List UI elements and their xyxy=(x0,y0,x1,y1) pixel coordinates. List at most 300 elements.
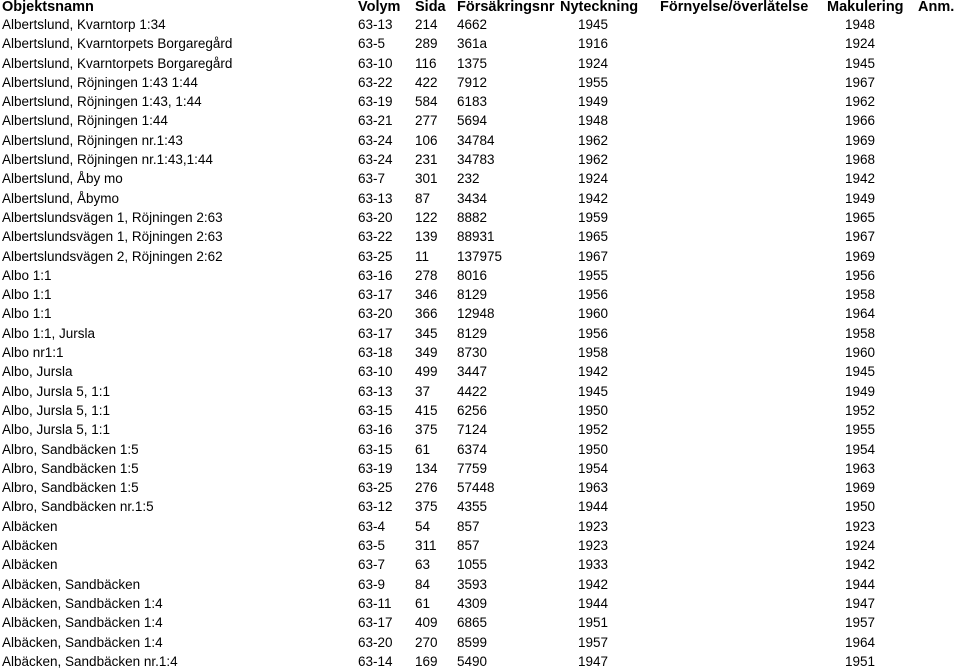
objektsnamn-cell: Albertslund, Åby mo xyxy=(2,171,123,187)
nyteckning-cell: 1944 xyxy=(578,499,609,515)
volym-cell: 63-17 xyxy=(358,615,393,631)
objektsnamn-cell: Albro, Sandbäcken 1:5 xyxy=(2,460,139,476)
table-row xyxy=(0,536,960,555)
makulering-cell: 1960 xyxy=(845,345,876,361)
table-row xyxy=(0,497,960,516)
forsakringsnr-cell: 232 xyxy=(457,171,480,187)
objektsnamn-cell: Albro, Sandbäcken 1:5 xyxy=(2,441,139,457)
volym-cell: 63-19 xyxy=(358,94,393,110)
nyteckning-cell: 1924 xyxy=(578,55,609,71)
makulering-cell: 1945 xyxy=(845,55,876,71)
table-row xyxy=(0,150,960,169)
sida-cell: 139 xyxy=(415,229,438,245)
objektsnamn-cell: Albertslund, Röjningen 1:43, 1:44 xyxy=(2,94,202,110)
volym-cell: 63-14 xyxy=(358,653,393,669)
anm-cell xyxy=(916,594,960,613)
table-header xyxy=(0,0,960,15)
nyteckning-cell: 1963 xyxy=(578,480,609,496)
makulering-cell: 1965 xyxy=(845,209,876,225)
makulering-cell: 1955 xyxy=(845,422,876,438)
objektsnamn-cell: Albro, Sandbäcken 1:5 xyxy=(2,480,139,496)
nyteckning-cell: 1945 xyxy=(578,383,609,399)
forsakringsnr-cell: 88931 xyxy=(457,229,495,245)
anm-cell xyxy=(916,420,960,439)
fornyelse-cell xyxy=(658,652,825,671)
table-row xyxy=(0,92,960,111)
forsakringsnr-cell: 8599 xyxy=(457,634,488,650)
nyteckning-cell: 1948 xyxy=(578,113,609,129)
makulering-cell: 1952 xyxy=(845,402,876,418)
volym-cell: 63-16 xyxy=(358,267,393,283)
nyteckning-cell: 1955 xyxy=(578,267,609,283)
forsakringsnr-cell: 5694 xyxy=(457,113,488,129)
forsakringsnr-cell: 8882 xyxy=(457,209,488,225)
makulering-cell: 1950 xyxy=(845,499,876,515)
forsakringsnr-cell: 857 xyxy=(457,518,480,534)
objektsnamn-cell: Albro, Sandbäcken nr.1:5 xyxy=(2,499,154,515)
anm-cell xyxy=(916,15,960,34)
sida-cell: 11 xyxy=(415,248,430,264)
nyteckning-cell: 1949 xyxy=(578,94,609,110)
makulering-cell: 1967 xyxy=(845,229,876,245)
objektsnamn-cell: Albäcken, Sandbäcken nr.1:4 xyxy=(2,653,178,669)
column-header-volym: Volym xyxy=(358,0,401,15)
table-row xyxy=(0,555,960,574)
forsakringsnr-cell: 6256 xyxy=(457,402,488,418)
table-row xyxy=(0,478,960,497)
nyteckning-cell: 1955 xyxy=(578,74,609,90)
volym-cell: 63-11 xyxy=(358,595,392,611)
nyteckning-cell: 1947 xyxy=(578,653,609,669)
anm-cell xyxy=(916,169,960,188)
table-row xyxy=(0,575,960,594)
nyteckning-cell: 1944 xyxy=(578,595,609,611)
forsakringsnr-cell: 4309 xyxy=(457,595,488,611)
makulering-cell: 1951 xyxy=(845,653,876,669)
volym-cell: 63-13 xyxy=(358,383,393,399)
table-row xyxy=(0,343,960,362)
anm-cell xyxy=(916,362,960,381)
volym-cell: 63-13 xyxy=(358,17,393,32)
objektsnamn-cell: Albo nr1:1 xyxy=(2,345,64,361)
anm-cell xyxy=(916,131,960,150)
objektsnamn-cell: Albo, Jursla 5, 1:1 xyxy=(2,422,111,438)
objektsnamn-cell: Albäcken xyxy=(2,518,58,534)
anm-cell xyxy=(916,401,960,420)
volym-cell: 63-22 xyxy=(358,74,393,90)
forsakringsnr-cell: 12948 xyxy=(457,306,495,322)
forsakringsnr-cell: 8016 xyxy=(457,267,488,283)
fornyelse-cell xyxy=(658,247,825,266)
fornyelse-cell xyxy=(658,131,825,150)
volym-cell: 63-13 xyxy=(358,190,393,206)
forsakringsnr-cell: 857 xyxy=(457,538,480,554)
table-row xyxy=(0,594,960,613)
nyteckning-cell: 1951 xyxy=(578,615,609,631)
sida-cell: 214 xyxy=(415,17,438,32)
sida-cell: 61 xyxy=(415,441,431,457)
objektsnamn-cell: Albäcken xyxy=(2,557,58,573)
table-row xyxy=(0,382,960,401)
anm-cell xyxy=(916,324,960,343)
table-row xyxy=(0,420,960,439)
sida-cell: 366 xyxy=(415,306,438,322)
volym-cell: 63-18 xyxy=(358,345,393,361)
sida-cell: 345 xyxy=(415,325,438,341)
column-header-nyteckning: Nyteckning xyxy=(560,0,639,15)
table-row xyxy=(0,633,960,652)
nyteckning-cell: 1957 xyxy=(578,634,609,650)
nyteckning-cell: 1923 xyxy=(578,518,609,534)
table-row xyxy=(0,208,960,227)
objektsnamn-cell: Albo, Jursla 5, 1:1 xyxy=(2,402,111,418)
sida-cell: 278 xyxy=(415,267,438,283)
fornyelse-cell xyxy=(658,594,825,613)
table-row xyxy=(0,304,960,323)
forsakringsnr-cell: 6374 xyxy=(457,441,488,457)
objektsnamn-cell: Albertslund, Kvarntorpets Borgaregård xyxy=(2,36,233,52)
objektsnamn-cell: Albo 1:1 xyxy=(2,267,52,283)
nyteckning-cell: 1954 xyxy=(578,460,609,476)
makulering-cell: 1924 xyxy=(845,538,876,554)
anm-cell xyxy=(916,440,960,459)
fornyelse-cell xyxy=(658,208,825,227)
anm-cell xyxy=(916,189,960,208)
makulering-cell: 1923 xyxy=(845,518,876,534)
anm-cell xyxy=(916,208,960,227)
fornyelse-cell xyxy=(658,189,825,208)
volym-cell: 63-17 xyxy=(358,287,393,303)
forsakringsnr-cell: 34783 xyxy=(457,152,495,168)
forsakringsnr-cell: 1375 xyxy=(457,55,488,71)
table-row xyxy=(0,285,960,304)
forsakringsnr-cell: 3593 xyxy=(457,576,488,592)
sida-cell: 415 xyxy=(415,402,438,418)
forsakringsnr-cell: 3434 xyxy=(457,190,488,206)
table-row xyxy=(0,227,960,246)
volym-cell: 63-24 xyxy=(358,152,393,168)
anm-cell xyxy=(916,150,960,169)
volym-cell: 63-12 xyxy=(358,499,393,515)
objektsnamn-cell: Albertslund, Röjningen nr.1:43 xyxy=(2,132,183,148)
sida-cell: 375 xyxy=(415,422,438,438)
objektsnamn-cell: Albäcken xyxy=(2,538,58,554)
table-row xyxy=(0,34,960,53)
objektsnamn-cell: Albäcken, Sandbäcken 1:4 xyxy=(2,634,163,650)
makulering-cell: 1962 xyxy=(845,94,876,110)
sida-cell: 301 xyxy=(415,171,438,187)
objektsnamn-cell: Albäcken, Sandbäcken xyxy=(2,576,141,592)
makulering-cell: 1949 xyxy=(845,383,876,399)
fornyelse-cell xyxy=(658,459,825,478)
forsakringsnr-cell: 5490 xyxy=(457,653,488,669)
anm-cell xyxy=(916,266,960,285)
makulering-cell: 1964 xyxy=(845,306,876,322)
sida-cell: 349 xyxy=(415,345,438,361)
nyteckning-cell: 1956 xyxy=(578,325,609,341)
table-row xyxy=(0,324,960,343)
objektsnamn-cell: Albo 1:1 xyxy=(2,287,52,303)
forsakringsnr-cell: 137975 xyxy=(457,248,503,264)
nyteckning-cell: 1950 xyxy=(578,402,609,418)
forsakringsnr-cell: 4355 xyxy=(457,499,488,515)
forsakringsnr-cell: 7124 xyxy=(457,422,488,438)
anm-cell xyxy=(916,382,960,401)
table-row xyxy=(0,613,960,632)
fornyelse-cell xyxy=(658,266,825,285)
objektsnamn-cell: Albertslund, Röjningen 1:44 xyxy=(2,113,168,129)
anm-cell xyxy=(916,34,960,53)
table-body xyxy=(0,15,960,671)
table-row xyxy=(0,459,960,478)
nyteckning-cell: 1942 xyxy=(578,364,609,380)
table-row xyxy=(0,15,960,34)
fornyelse-cell xyxy=(658,497,825,516)
nyteckning-cell: 1942 xyxy=(578,576,609,592)
forsakringsnr-cell: 57448 xyxy=(457,480,495,496)
makulering-cell: 1964 xyxy=(845,634,876,650)
fornyelse-cell xyxy=(658,15,825,34)
objektsnamn-cell: Albäcken, Sandbäcken 1:4 xyxy=(2,615,163,631)
nyteckning-cell: 1967 xyxy=(578,248,609,264)
nyteckning-cell: 1933 xyxy=(578,557,609,573)
volym-cell: 63-24 xyxy=(358,132,393,148)
forsakringsnr-cell: 3447 xyxy=(457,364,488,380)
nyteckning-cell: 1962 xyxy=(578,132,609,148)
volym-cell: 63-16 xyxy=(358,422,393,438)
forsakringsnr-cell: 1055 xyxy=(457,557,488,573)
column-header-anm: Anm. xyxy=(918,0,955,15)
makulering-cell: 1957 xyxy=(845,615,876,631)
objektsnamn-cell: Albäcken, Sandbäcken 1:4 xyxy=(2,595,163,611)
forsakringsnr-cell: 6183 xyxy=(457,94,488,110)
anm-cell xyxy=(916,613,960,632)
fornyelse-cell xyxy=(658,478,825,497)
sida-cell: 87 xyxy=(415,190,431,206)
column-header-fornyelse: Förnyelse/överlåtelse xyxy=(660,0,809,15)
fornyelse-cell xyxy=(658,324,825,343)
anm-cell xyxy=(916,478,960,497)
objektsnamn-cell: Albertslundsvägen 1, Röjningen 2:63 xyxy=(2,229,223,245)
fornyelse-cell xyxy=(658,536,825,555)
anm-cell xyxy=(916,304,960,323)
table-row xyxy=(0,401,960,420)
forsakringsnr-cell: 7759 xyxy=(457,460,488,476)
makulering-cell: 1945 xyxy=(845,364,876,380)
forsakringsnr-cell: 34784 xyxy=(457,132,495,148)
fornyelse-cell xyxy=(658,382,825,401)
table-row xyxy=(0,652,960,671)
makulering-cell: 1958 xyxy=(845,287,876,303)
nyteckning-cell: 1958 xyxy=(578,345,609,361)
nyteckning-cell: 1942 xyxy=(578,190,609,206)
forsakringsnr-cell: 4422 xyxy=(457,383,488,399)
anm-cell xyxy=(916,517,960,536)
fornyelse-cell xyxy=(658,440,825,459)
objektsnamn-cell: Albertslund, Röjningen nr.1:43,1:44 xyxy=(2,152,213,168)
anm-cell xyxy=(916,73,960,92)
table-row xyxy=(0,189,960,208)
makulering-cell: 1967 xyxy=(845,74,876,90)
anm-cell xyxy=(916,575,960,594)
fornyelse-cell xyxy=(658,34,825,53)
makulering-cell: 1942 xyxy=(845,557,876,573)
fornyelse-cell xyxy=(658,92,825,111)
sida-cell: 61 xyxy=(415,595,431,611)
volym-cell: 63-25 xyxy=(358,480,393,496)
sida-cell: 422 xyxy=(415,74,438,90)
forsakringsnr-cell: 8129 xyxy=(457,287,488,303)
makulering-cell: 1969 xyxy=(845,480,876,496)
fornyelse-cell xyxy=(658,285,825,304)
fornyelse-cell xyxy=(658,304,825,323)
objektsnamn-cell: Albertslund, Åbymo xyxy=(2,190,120,206)
forsakringsnr-cell: 8129 xyxy=(457,325,488,341)
nyteckning-cell: 1950 xyxy=(578,441,609,457)
anm-cell xyxy=(916,343,960,362)
fornyelse-cell xyxy=(658,401,825,420)
volym-cell: 63-15 xyxy=(358,402,393,418)
objektsnamn-cell: Albo, Jursla xyxy=(2,364,73,380)
volym-cell: 63-21 xyxy=(358,113,393,129)
sida-cell: 106 xyxy=(415,132,438,148)
anm-cell xyxy=(916,459,960,478)
sida-cell: 375 xyxy=(415,499,438,515)
objektsnamn-cell: Albo 1:1, Jursla xyxy=(2,325,96,341)
objektsnamn-cell: Albo 1:1 xyxy=(2,306,52,322)
forsakringsnr-cell: 361a xyxy=(457,36,488,52)
fornyelse-cell xyxy=(658,613,825,632)
anm-cell xyxy=(916,247,960,266)
makulering-cell: 1942 xyxy=(845,171,876,187)
anm-cell xyxy=(916,555,960,574)
table-row xyxy=(0,169,960,188)
nyteckning-cell: 1923 xyxy=(578,538,609,554)
nyteckning-cell: 1916 xyxy=(578,36,609,52)
table-row xyxy=(0,131,960,150)
makulering-cell: 1948 xyxy=(845,17,876,32)
column-header-sida: Sida xyxy=(415,0,446,15)
volym-cell: 63-10 xyxy=(358,364,393,380)
objektsnamn-cell: Albertslund, Kvarntorpets Borgaregård xyxy=(2,55,233,71)
objektsnamn-cell: Albo, Jursla 5, 1:1 xyxy=(2,383,111,399)
anm-cell xyxy=(916,227,960,246)
anm-cell xyxy=(916,54,960,73)
volym-cell: 63-10 xyxy=(358,55,393,71)
anm-cell xyxy=(916,497,960,516)
fornyelse-cell xyxy=(658,420,825,439)
sida-cell: 346 xyxy=(415,287,438,303)
volym-cell: 63-25 xyxy=(358,248,393,264)
table-row xyxy=(0,266,960,285)
sida-cell: 116 xyxy=(415,55,437,71)
fornyelse-cell xyxy=(658,517,825,536)
table-row xyxy=(0,440,960,459)
objektsnamn-cell: Albertslund, Röjningen 1:43 1:44 xyxy=(2,74,198,90)
nyteckning-cell: 1952 xyxy=(578,422,609,438)
nyteckning-cell: 1924 xyxy=(578,171,609,187)
fornyelse-cell xyxy=(658,54,825,73)
objektsnamn-cell: Albertslundsvägen 2, Röjningen 2:62 xyxy=(2,248,223,264)
sida-cell: 63 xyxy=(415,557,431,573)
volym-cell: 63-20 xyxy=(358,209,393,225)
table-row xyxy=(0,73,960,92)
makulering-cell: 1969 xyxy=(845,132,876,148)
table-row xyxy=(0,247,960,266)
fornyelse-cell xyxy=(658,555,825,574)
sida-cell: 231 xyxy=(415,152,438,168)
fornyelse-cell xyxy=(658,150,825,169)
sida-cell: 270 xyxy=(415,634,438,650)
nyteckning-cell: 1965 xyxy=(578,229,609,245)
volym-cell: 63-9 xyxy=(358,576,386,592)
sida-cell: 122 xyxy=(415,209,438,225)
volym-cell: 63-19 xyxy=(358,460,393,476)
column-header-makulering: Makulering xyxy=(827,0,904,15)
sida-cell: 276 xyxy=(415,480,438,496)
fornyelse-cell xyxy=(658,73,825,92)
makulering-cell: 1954 xyxy=(845,441,876,457)
sida-cell: 54 xyxy=(415,518,431,534)
volym-cell: 63-5 xyxy=(358,36,386,52)
volym-cell: 63-17 xyxy=(358,325,393,341)
makulering-cell: 1944 xyxy=(845,576,876,592)
table-row xyxy=(0,54,960,73)
table-row xyxy=(0,362,960,381)
volym-cell: 63-7 xyxy=(358,171,386,187)
sida-cell: 37 xyxy=(415,383,431,399)
makulering-cell: 1963 xyxy=(845,460,876,476)
sida-cell: 277 xyxy=(415,113,438,129)
volym-cell: 63-5 xyxy=(358,538,386,554)
anm-cell xyxy=(916,536,960,555)
nyteckning-cell: 1945 xyxy=(578,17,609,32)
volym-cell: 63-7 xyxy=(358,557,386,573)
sida-cell: 499 xyxy=(415,364,438,380)
forsakringsnr-cell: 4662 xyxy=(457,17,488,32)
nyteckning-cell: 1960 xyxy=(578,306,609,322)
fornyelse-cell xyxy=(658,575,825,594)
objektsnamn-cell: Albertslund, Kvarntorp 1:34 xyxy=(2,17,166,32)
fornyelse-cell xyxy=(658,169,825,188)
volym-cell: 63-20 xyxy=(358,634,393,650)
makulering-cell: 1969 xyxy=(845,248,876,264)
sida-cell: 289 xyxy=(415,36,438,52)
sida-cell: 409 xyxy=(415,615,438,631)
sida-cell: 134 xyxy=(415,460,438,476)
nyteckning-cell: 1962 xyxy=(578,152,609,168)
volym-cell: 63-20 xyxy=(358,306,393,322)
forsakringsnr-cell: 8730 xyxy=(457,345,488,361)
volym-cell: 63-22 xyxy=(358,229,393,245)
table-row xyxy=(0,517,960,536)
header-row xyxy=(0,0,960,15)
objektsnamn-cell: Albertslundsvägen 1, Röjningen 2:63 xyxy=(2,209,223,225)
sida-cell: 584 xyxy=(415,94,438,110)
nyteckning-cell: 1959 xyxy=(578,209,609,225)
fornyelse-cell xyxy=(658,633,825,652)
makulering-cell: 1956 xyxy=(845,267,876,283)
makulering-cell: 1924 xyxy=(845,36,876,52)
fornyelse-cell xyxy=(658,362,825,381)
fornyelse-cell xyxy=(658,227,825,246)
anm-cell xyxy=(916,111,960,130)
anm-cell xyxy=(916,652,960,671)
sida-cell: 311 xyxy=(415,538,437,554)
makulering-cell: 1949 xyxy=(845,190,876,206)
volym-cell: 63-4 xyxy=(358,518,386,534)
anm-cell xyxy=(916,92,960,111)
